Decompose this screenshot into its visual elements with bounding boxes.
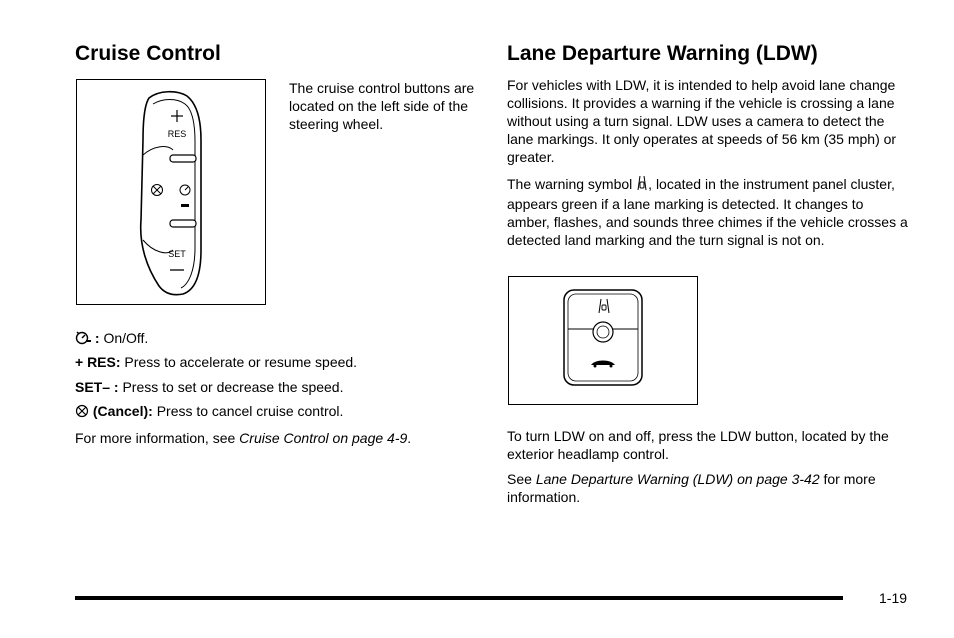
cancel-icon [75,404,89,422]
item-cancel [75,402,343,422]
set-term: SET– : [75,379,119,395]
item-set [75,378,343,396]
item-res [75,353,357,371]
item-on-off [75,329,148,349]
ldw-para-3: To turn LDW on and off, press the LDW button, located by the exterior headlamp control. [507,428,889,462]
cruise-more-info [75,429,411,447]
footer-rule [75,596,843,600]
more-suffix: . [407,430,412,446]
cancel-term: (Cancel): [92,403,153,419]
steering-wheel-controls-figure [76,79,266,305]
ldw-button-illustration [509,277,697,404]
cruise-control-reference: Cruise Control on page 4-9 [239,430,408,446]
set-label: SET [168,249,186,259]
cruise-buttons-illustration [77,80,265,304]
ldw-para-1: For vehicles with LDW, it is intended to help avoid lane change collisions. It provides a warning if the vehicle is crossing a lane without using a turn signal. LDW uses a camera to detect the lane markings. It only operates at speeds of 56 km (35 mph) or greater. [507,77,897,165]
lane-departure-icon [636,175,648,195]
cancel-desc: Press to cancel cruise control. [156,403,344,419]
cruise-intro-text: The cruise control buttons are located on the left side of the steering wheel. [289,80,475,132]
on-off-desc: On/Off. [103,330,149,346]
res-desc: Press to accelerate or resume speed. [124,354,358,370]
ldw-see-reference [507,470,909,506]
res-term: + RES: [75,354,121,370]
cruise-control-heading: Cruise Control [75,42,221,65]
ldw-button-figure [508,276,698,405]
set-desc: Press to set or decrease the speed. [122,379,344,395]
see-suffix: for more information. [507,471,876,505]
ldw-heading: Lane Departure Warning (LDW) [507,42,818,65]
cruise-on-off-icon [75,331,91,349]
on-off-term: : [94,330,100,346]
more-prefix: For more information, see [75,430,240,446]
res-label: RES [167,129,187,139]
ldw-reference: Lane Departure Warning (LDW) on page 3-42 [535,471,820,487]
warning-symbol-before: The warning symbol [507,176,633,192]
see-prefix: See [507,471,536,487]
warning-symbol-after: , located in the instrument panel cluster, appears green if a lane marking is detected. It changes to amber, flashes, and sounds three chimes if the vehicle crosses a detected land marking and the turn signal is not on. [507,176,908,248]
page-number: 1-19 [879,590,908,606]
ldw-para-2 [507,175,909,249]
